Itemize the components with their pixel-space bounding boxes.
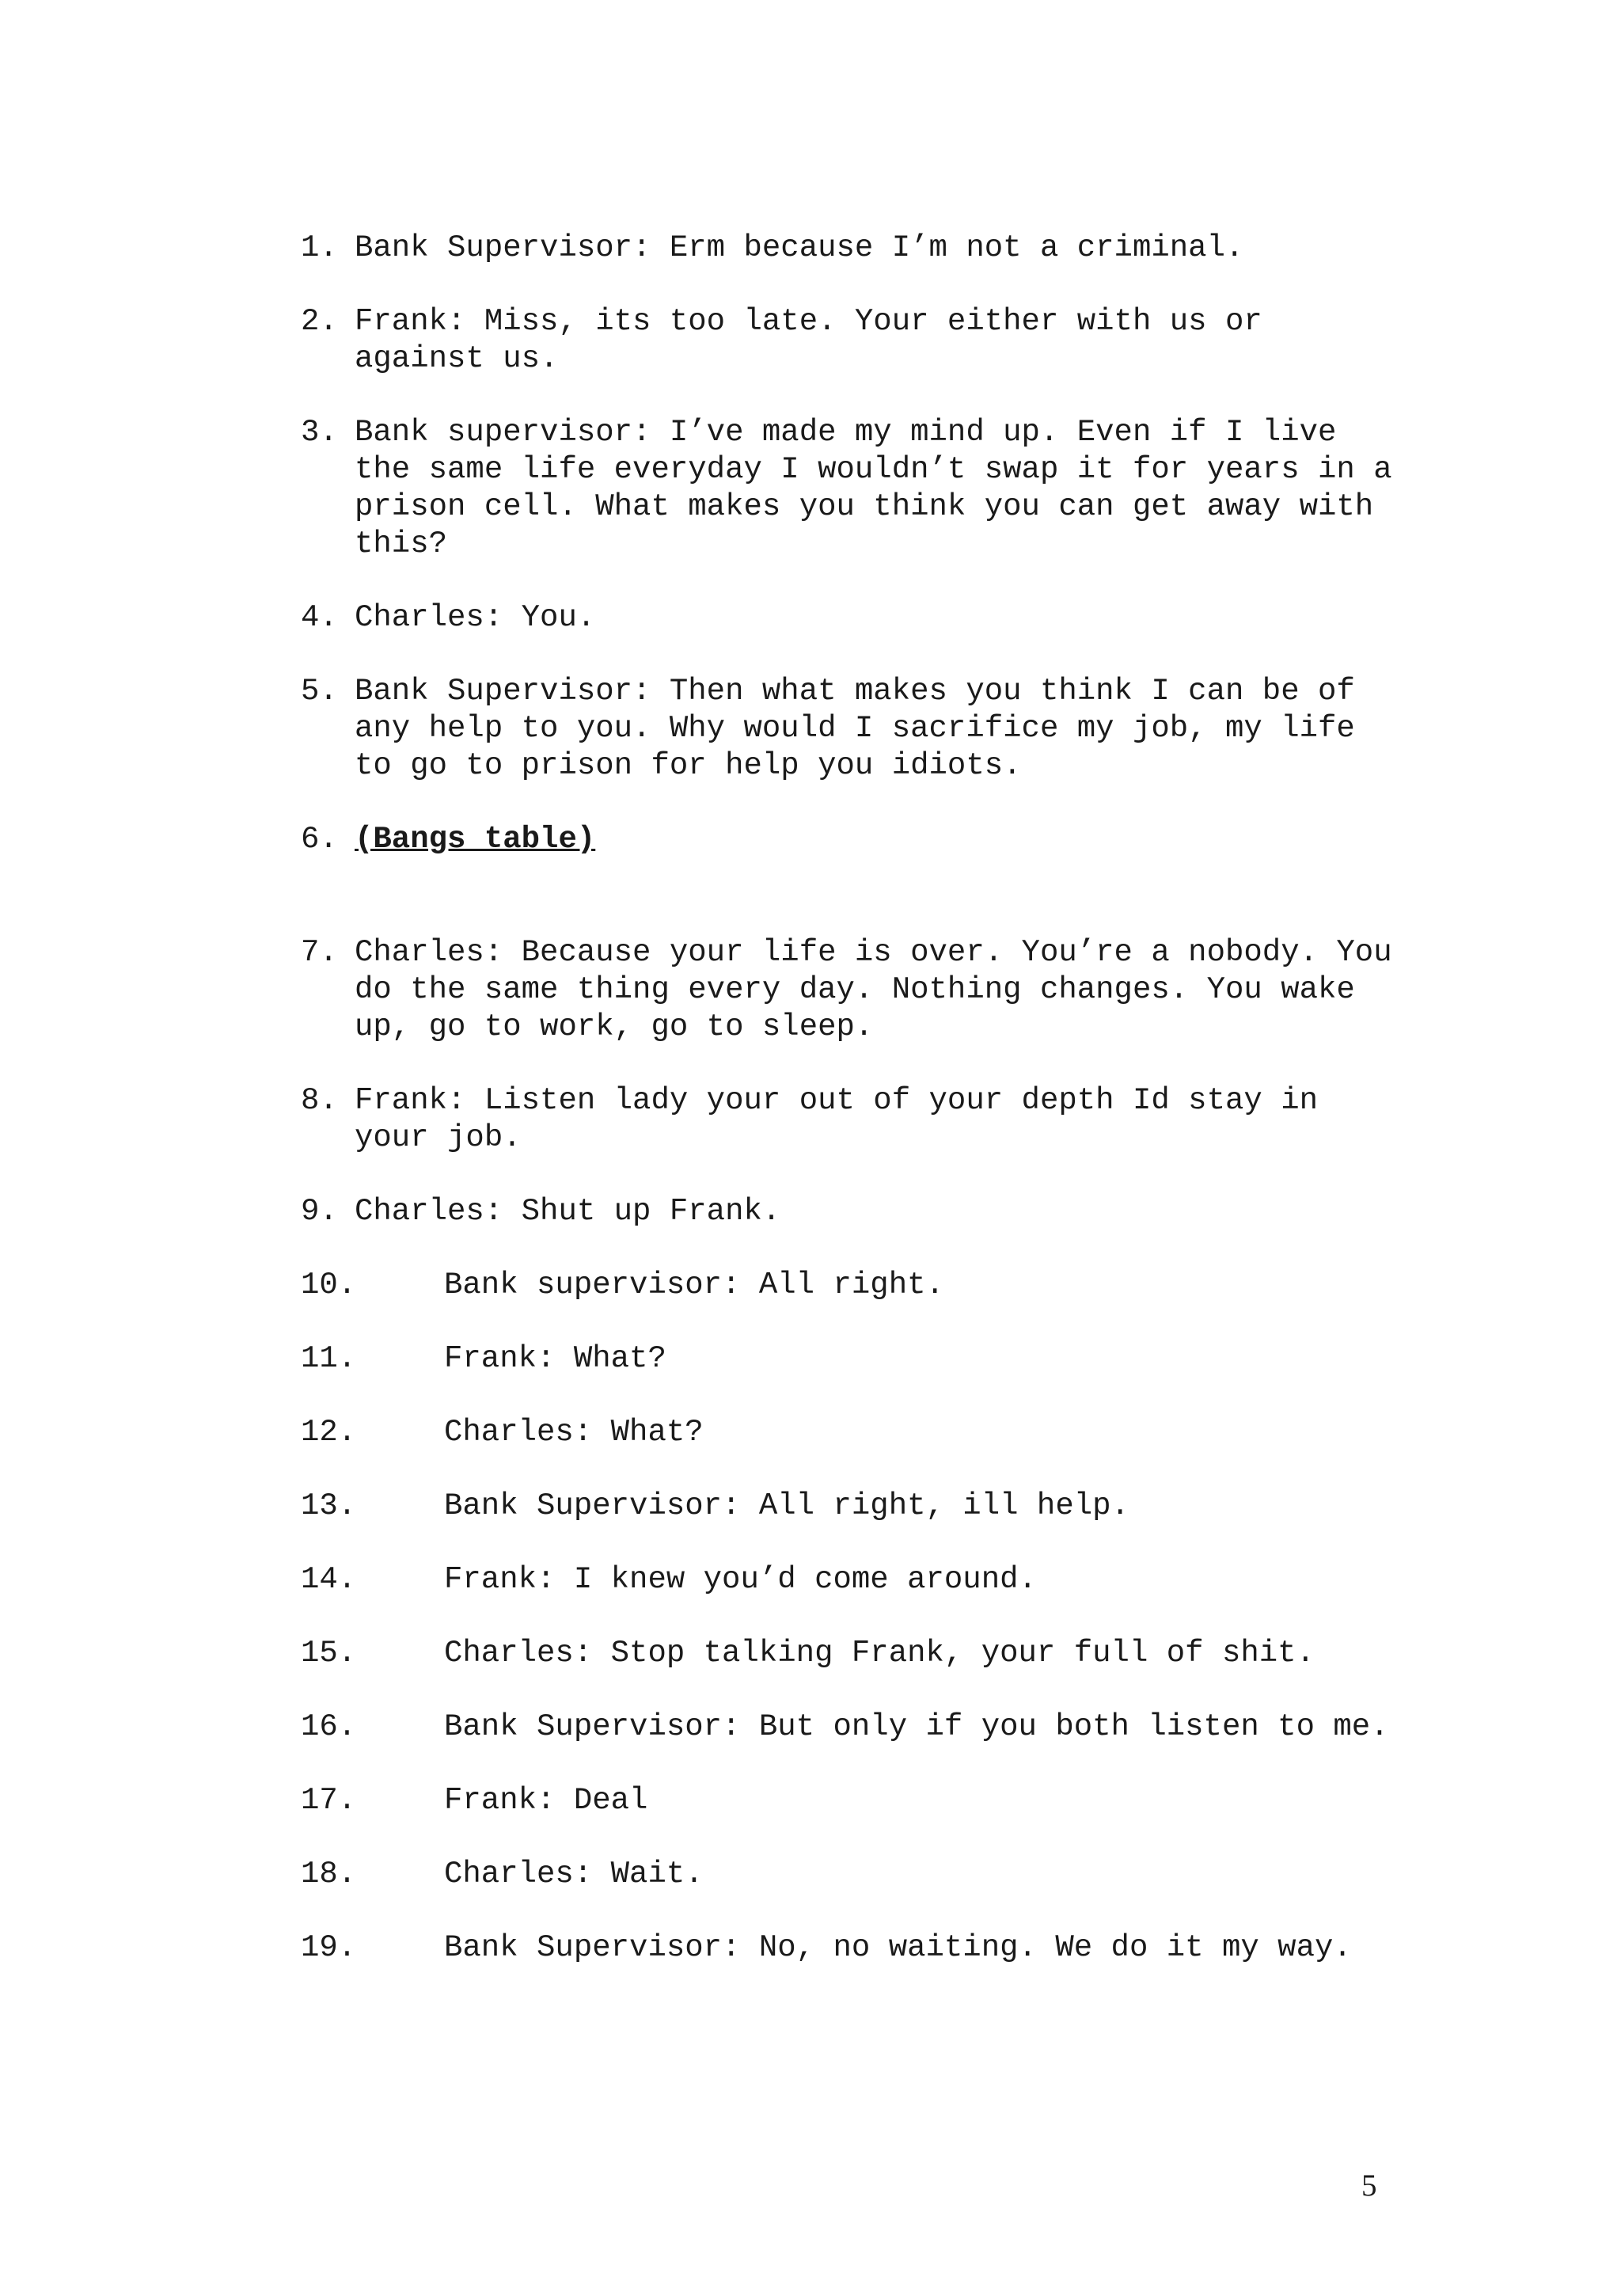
script-line-2 <box>301 303 1393 378</box>
script-line-16 <box>301 1709 1393 1746</box>
line-number: 9. <box>301 1194 338 1229</box>
line-number: 19. <box>301 1930 357 1965</box>
script-line-11 <box>301 1340 1393 1378</box>
line-text: Frank: What? <box>444 1341 666 1376</box>
page-number: 5 <box>1361 2169 1377 2203</box>
line-text: Charles: Stop talking Frank, your full of shit. <box>444 1636 1315 1671</box>
line-number: 12. <box>301 1415 357 1450</box>
line-number: 10. <box>301 1268 357 1302</box>
line-text: Bank Supervisor: But only if you both listen to me. <box>444 1709 1389 1744</box>
line-text: Bank Supervisor: All right, ill help. <box>444 1488 1129 1523</box>
line-number: 6. <box>301 822 338 857</box>
stage-direction-text: (Bangs table) <box>355 822 596 857</box>
line-number: 2. <box>301 304 338 339</box>
script-line-1 <box>301 230 1393 267</box>
line-number: 4. <box>301 600 338 635</box>
line-text: Charles: Shut up Frank. <box>355 1194 781 1229</box>
line-text: Frank: Miss, its too late. Your either with us or against us. <box>355 304 1262 376</box>
script-line-19 <box>301 1929 1393 1967</box>
script-line-17 <box>301 1782 1393 1819</box>
script-line-5 <box>301 673 1393 785</box>
line-text: Bank supervisor: I’ve made my mind up. Even if I live the same life everyday I wouldn’t swap it for years in a prison cell. What makes you think you can get away with this? <box>355 415 1392 561</box>
script-line-18 <box>301 1856 1393 1893</box>
script-line-15 <box>301 1635 1393 1672</box>
line-text: Bank supervisor: All right. <box>444 1268 944 1302</box>
script-line-12 <box>301 1414 1393 1451</box>
line-text: Frank: Deal <box>444 1783 648 1818</box>
script-line-6-stage-direction <box>301 821 1393 858</box>
line-text: Charles: Because your life is over. You’re a nobody. You do the same thing every day. Nothing changes. You wake up, go to work, go to sleep. <box>355 935 1392 1044</box>
script-line-10 <box>301 1267 1393 1304</box>
script-dialogue-list <box>301 230 1393 2003</box>
line-number: 13. <box>301 1488 357 1523</box>
line-text: Frank: I knew you’d come around. <box>444 1562 1037 1597</box>
line-text: Bank Supervisor: Erm because I’m not a criminal. <box>355 230 1244 265</box>
line-number: 3. <box>301 415 338 450</box>
script-line-13 <box>301 1488 1393 1525</box>
script-line-4 <box>301 599 1393 637</box>
script-line-14 <box>301 1561 1393 1598</box>
line-number: 11. <box>301 1341 357 1376</box>
line-text: Charles: Wait. <box>444 1857 704 1891</box>
script-line-9 <box>301 1193 1393 1230</box>
line-text: Charles: You. <box>355 600 596 635</box>
line-number: 18. <box>301 1857 357 1891</box>
line-text: Charles: What? <box>444 1415 704 1450</box>
line-number: 17. <box>301 1783 357 1818</box>
line-text: Frank: Listen lady your out of your depth Id stay in your job. <box>355 1083 1318 1155</box>
script-line-7 <box>301 934 1393 1046</box>
line-text: Bank Supervisor: Then what makes you think I can be of any help to you. Why would I sacrifice my job, my life to go to prison for help you idiots. <box>355 674 1355 783</box>
line-text: Bank Supervisor: No, no waiting. We do it my way. <box>444 1930 1352 1965</box>
line-number: 8. <box>301 1083 338 1118</box>
line-number: 15. <box>301 1636 357 1671</box>
script-line-8 <box>301 1082 1393 1157</box>
line-number: 7. <box>301 935 338 970</box>
line-number: 16. <box>301 1709 357 1744</box>
line-number: 14. <box>301 1562 357 1597</box>
line-number: 5. <box>301 674 338 709</box>
script-line-3 <box>301 414 1393 563</box>
line-number: 1. <box>301 230 338 265</box>
